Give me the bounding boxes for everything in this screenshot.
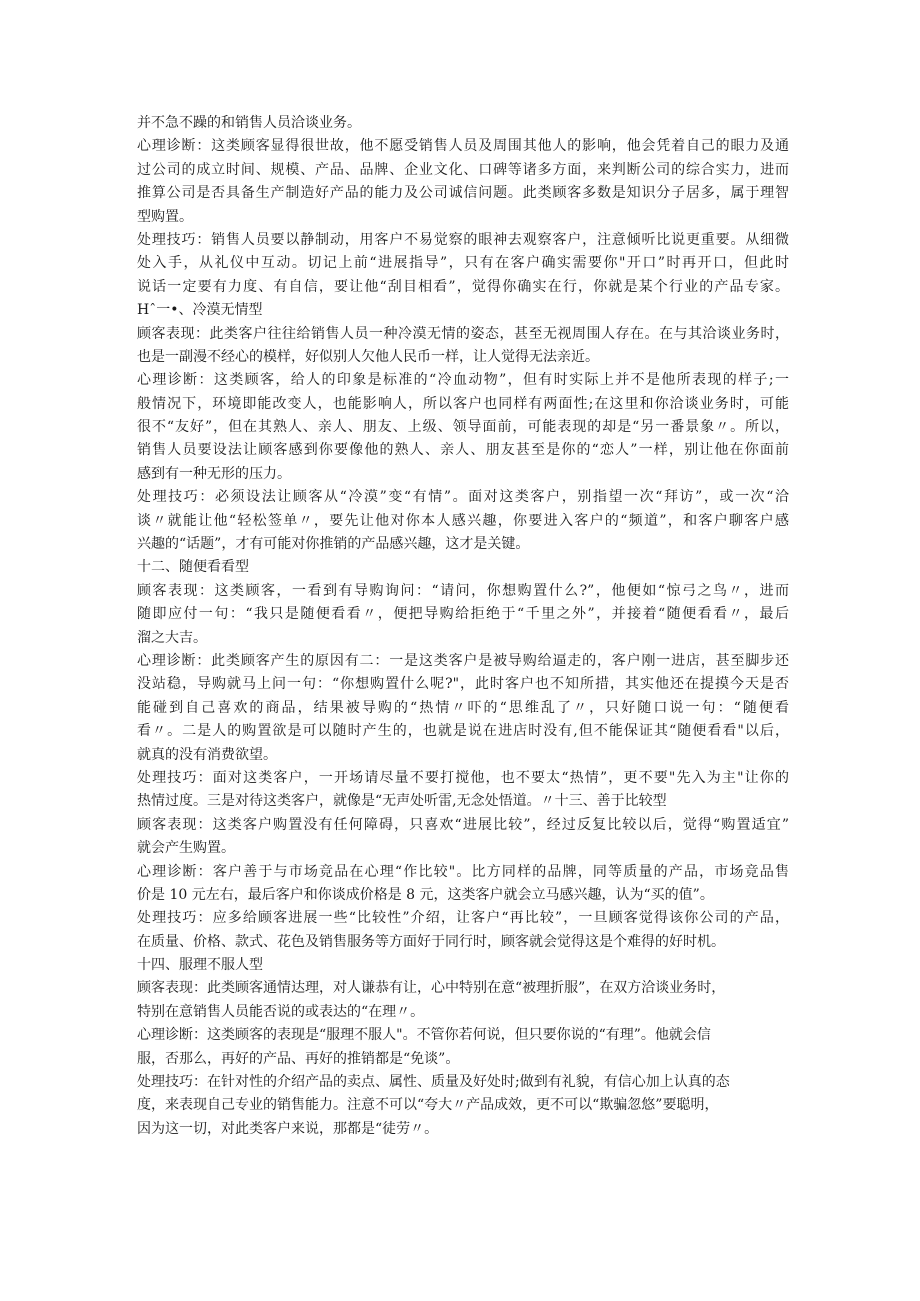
text-line: 价是 10 元左右，最后客户和你谈成价格是 8 元，这类客户就会立马感兴趣，认为“买的值”。	[137, 886, 714, 903]
text-line: 处理技巧：销售人员要以静制动，用客户不易觉察的眼神去观察客户，注意倾听比说更重要。从细微	[137, 231, 789, 248]
text-line: 并不急不躁的和销售人员洽谈业务。	[137, 115, 361, 131]
text-line: 过公司的成立时间、规模、产品、品牌、企业文化、口碑等诸多方面，来判断公司的综合实力，进而	[137, 161, 789, 178]
text-line: 处理技巧：应多给顾客进展一些“比较性”介绍，让客户“再比较”，一旦顾客觉得该你公司的产品，	[137, 910, 789, 927]
text-line: 溜之大吉。	[137, 629, 207, 646]
text-line: 顾客表现：此类客户往往给销售人员一种冷漠无情的姿态，甚至无视周围人存在。在与其洽谈业务时，	[137, 325, 789, 342]
text-line: 心理诊断：此类顾客产生的原因有二：一是这类客户是被导购给逼走的，客户刚一进店，甚至脚步还	[137, 652, 789, 669]
text-line: 处理技巧：面对这类客户，一开场请尽量不要打搅他，也不要太“热情”，更不要"先入为主"让你的	[137, 769, 789, 786]
text-line: 般情况下，环境即能改变人，也能影响人，所以客户也同样有两面性;在这里和你洽谈业务时，可能	[137, 395, 789, 412]
text-line: 销售人员要设法让顾客感到你要像他的熟人、亲人、朋友甚至是你的“恋人”一样，别让他在你面前	[137, 442, 789, 459]
text-line: 顾客表现：此类顾客通情达理，对人谦恭有让，心中特别在意“被理折服”，在双方洽谈业务时，	[137, 980, 726, 997]
text-line: 顾客表现：这类客户购置没有任何障碍，只喜欢“进展比较”，经过反复比较以后，觉得“购置适宜”	[137, 816, 789, 833]
text-line: 就真的没有消费欲望。	[137, 746, 277, 763]
text-line: 随即应付一句：“我只是随便看看〃，便把导购给拒绝于“千里之外”，并接着“随便看看〃，最后	[137, 606, 789, 623]
text-line: 谈〃就能让他“轻松签单〃，要先让他对你本人感兴趣，你要进入客户的“频道”，和客户聊客户感	[137, 512, 789, 529]
text-line: 说话一定要有力度、有自信，要让他“刮目相看”，觉得你确实在行，你就是某个行业的产品专家。	[137, 278, 789, 295]
text-line: 度，来表现自己专业的销售能力。注意不可以“夸大〃产品成效，更不可以“欺骗忽悠”要聪明，	[137, 1097, 719, 1114]
text-line: 处理技巧：必须设法让顾客从“冷漠”变“有情”。面对这类客户，别指望一次“拜访”，或一次“洽	[137, 489, 789, 506]
text-line: 能碰到自己喜欢的商品，结果被导购的“热情〃吓的“思维乱了〃，只好随口说一句：“随便看	[137, 699, 789, 716]
text-line: 推算公司是否具备生产制造好产品的能力及公司诚信问题。此类顾客多数是知识分子居多，属于理智	[137, 185, 789, 202]
text-line: 服，否那么，再好的产品、再好的推销都是“免谈”。	[137, 1050, 460, 1067]
text-line: 心理诊断：这类顾客，给人的印象是标准的“冷血动物”，但有时实际上并不是他所表现的样子;一	[137, 372, 789, 389]
text-line: 看〃。二是人的购置欲是可以随时产生的，也就是说在进店时没有,但不能保证其“随便看看"以后，	[137, 723, 789, 740]
text-line: 十四、服理不服人型	[137, 957, 263, 974]
text-line: 心理诊断：客户善于与市场竞品在心理“作比较"。比方同样的品牌，同等质量的产品，市场竞品售	[137, 863, 789, 880]
text-line: 特别在意销售人员能否说的或表达的“在理〃。	[137, 1003, 425, 1020]
text-line: 因为这一切，对此类客户来说，那都是“徒劳〃。	[137, 1120, 439, 1137]
text-line: 处入手，从礼仪中互动。切记上前“进展指导”，只有在客户确实需要你"开口”时再开口，但此时	[137, 255, 789, 272]
text-line: 心理诊断：这类顾客的表现是“服理不服人"。不管你若何说，但只要你说的“有理”。他就会信	[137, 1027, 711, 1044]
text-line: 在质量、价格、款式、花色及销售服务等方面好于同行时，顾客就会觉得这是个难得的好时机。	[137, 933, 725, 950]
text-line: Hˆ一•、冷漠无情型	[137, 302, 263, 319]
text-line: 热情过度。三是对待这类客户，就像是“无声处听雷,无念处悟道。〃十三、善于比较型	[137, 793, 667, 810]
text-line: 型购置。	[137, 208, 193, 225]
text-line: 顾客表现：这类顾客，一看到有导购询问：“请问，你想购置什么?”，他便如“惊弓之鸟〃，进而	[137, 582, 789, 599]
text-line: 很不“友好”，但在其熟人、亲人、朋友、上级、领导面前，可能表现的却是“另一番景象〃。所以，	[137, 419, 789, 436]
text-line: 也是一副漫不经心的模样，好似别人欠他人民币一样，让人觉得无法亲近。	[137, 348, 599, 365]
text-line: 就会产生购置。	[137, 840, 235, 857]
text-line: 心理诊断：这类顾客显得很世故，他不愿受销售人员及周围其他人的影响，他会凭着自己的眼力及通	[137, 138, 789, 155]
text-line: 十二、随便看看型	[137, 559, 249, 576]
text-line: 处理技巧：在针对性的介绍产品的卖点、属性、质量及好处时;做到有礼貌，有信心加上认真的态	[137, 1074, 730, 1091]
text-line: 感到有一种无形的压力。	[137, 465, 291, 482]
text-line: 没站稳，导购就马上问一句：“你想购置什么呢?"，此时客户也不知所措，其实他还在提摸今天是否	[137, 676, 789, 693]
document-body	[137, 112, 789, 1141]
text-line: 兴趣的“话题”，才有可能对你推销的产品感兴趣，这才是关键。	[137, 536, 530, 553]
